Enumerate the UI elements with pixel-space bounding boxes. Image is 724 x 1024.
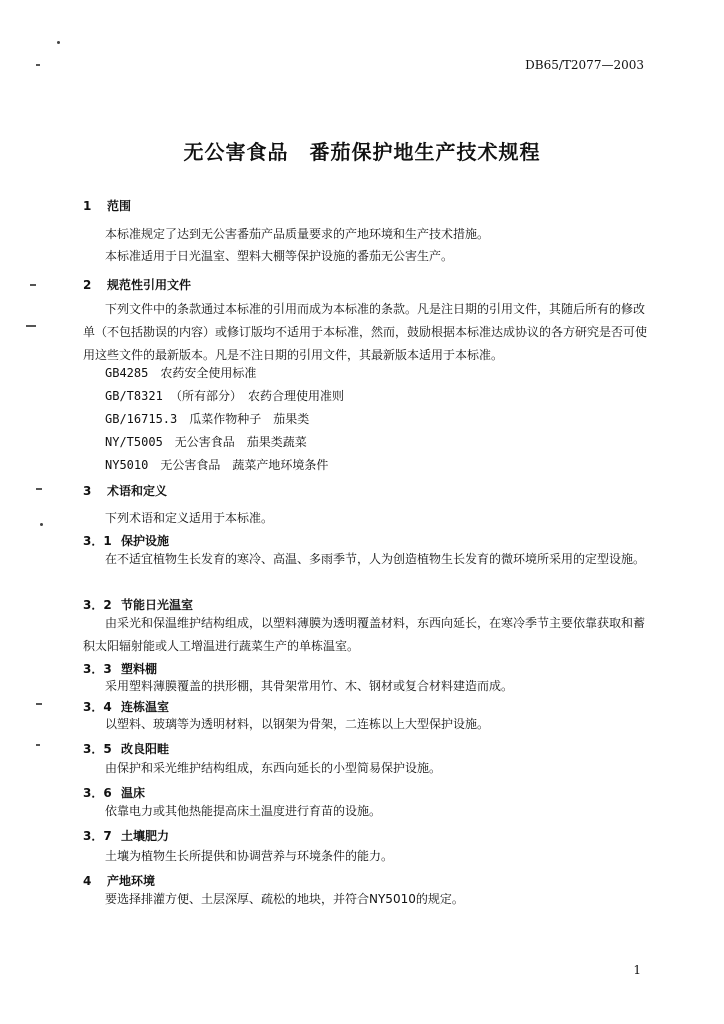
term-number: 3．2 (83, 598, 112, 612)
margin-mark (36, 744, 40, 746)
term-definition: 由保护和采光维护结构组成，东西向延长的小型简易保护设施。 (105, 761, 442, 775)
section-heading-environment (83, 872, 155, 889)
term-number: 3．4 (83, 700, 112, 714)
section-title: 规范性引用文件 (107, 278, 192, 292)
paragraph: 本标准规定了达到无公害番茄产品质量要求的产地环境和生产技术措施。 (105, 227, 490, 241)
term-heading (83, 532, 169, 549)
paragraph: 要选择排灌方便、土层深厚、疏松的地块，并符合NY5010的规定。 (105, 892, 464, 906)
scan-speck (40, 523, 43, 526)
reference-item: NY/T5005 无公害食品 茄果类蔬菜 (105, 435, 307, 449)
document-code: DB65/T2077—2003 (525, 58, 644, 72)
term-heading (83, 827, 169, 844)
term-heading (83, 698, 169, 715)
paragraph: 下列术语和定义适用于本标准。 (105, 511, 274, 525)
term-definition: 在不适宜植物生长发育的寒冷、高温、多雨季节，人为创造植物生长发育的微环境所采用的定型设施。 (105, 552, 646, 566)
term-title: 连栋温室 (121, 700, 170, 714)
term-number: 3．7 (83, 829, 112, 843)
paragraph: 本标准适用于日光温室、塑料大棚等保护设施的番茄无公害生产。 (105, 249, 454, 263)
page-number: 1 (633, 963, 641, 977)
reference-item: GB4285 农药安全使用标准 (105, 366, 257, 380)
term-definition: 土壤为植物生长所提供和协调营养与环境条件的能力。 (105, 849, 394, 863)
section-number: 2 (83, 278, 92, 292)
term-definition: 采用塑料薄膜覆盖的拱形棚，其骨架常用竹、木、钢材或复合材料建造而成。 (105, 679, 514, 693)
reference-item: GB/16715.3 瓜菜作物种子 茄果类 (105, 412, 310, 426)
term-heading (83, 596, 193, 613)
term-definition: 以塑料、玻璃等为透明材料，以钢架为骨架，二连栋以上大型保护设施。 (105, 717, 490, 731)
section-number: 4 (83, 874, 92, 888)
scan-speck (57, 41, 60, 44)
term-number: 3．6 (83, 786, 112, 800)
term-title: 保护设施 (121, 534, 170, 548)
section-heading-terms (83, 482, 167, 499)
term-heading (83, 740, 169, 757)
term-title: 节能日光温室 (121, 598, 194, 612)
term-definition: 由采光和保温维护结构组成，以塑料薄膜为透明覆盖材料，东西向延长，在寒冷季节主要依靠获取和蓄积太阳辐射能或人工增温进行蔬菜生产的单栋温室。 (83, 616, 646, 653)
section-title: 产地环境 (107, 874, 156, 888)
paragraph: 下列文件中的条款通过本标准的引用而成为本标准的条款。凡是注日期的引用文件，其随后所有的修改单（不包括勘误的内容）或修订版均不适用于本标准，然而，鼓励根据本标准达成协议的各方研究是否可使用这些文件的最新版本。凡是不注日期的引用文件，其最新版本适用于本标准。 (83, 302, 648, 362)
margin-mark (30, 284, 36, 286)
section-number: 1 (83, 199, 92, 213)
term-title: 改良阳畦 (121, 742, 170, 756)
term-heading (83, 660, 157, 677)
margin-mark (36, 488, 42, 490)
section-heading-normative-references (83, 276, 191, 293)
term-title: 温床 (121, 786, 146, 800)
term-title: 土壤肥力 (121, 829, 170, 843)
term-title: 塑料棚 (121, 662, 158, 676)
term-number: 3．5 (83, 742, 112, 756)
term-number: 3．1 (83, 534, 112, 548)
margin-mark (36, 64, 40, 66)
section-title: 范围 (107, 199, 132, 213)
margin-mark (26, 325, 36, 327)
term-heading (83, 784, 145, 801)
reference-item: NY5010 无公害食品 蔬菜产地环境条件 (105, 458, 329, 472)
section-number: 3 (83, 484, 92, 498)
margin-mark (36, 703, 42, 705)
term-definition: 依靠电力或其他热能提高床土温度进行育苗的设施。 (105, 804, 382, 818)
document-title: 无公害食品 番茄保护地生产技术规程 (183, 140, 541, 164)
reference-item: GB/T8321 （所有部分） 农药合理使用准则 (105, 389, 345, 403)
term-number: 3．3 (83, 662, 112, 676)
section-heading-scope (83, 197, 131, 214)
section-title: 术语和定义 (107, 484, 168, 498)
